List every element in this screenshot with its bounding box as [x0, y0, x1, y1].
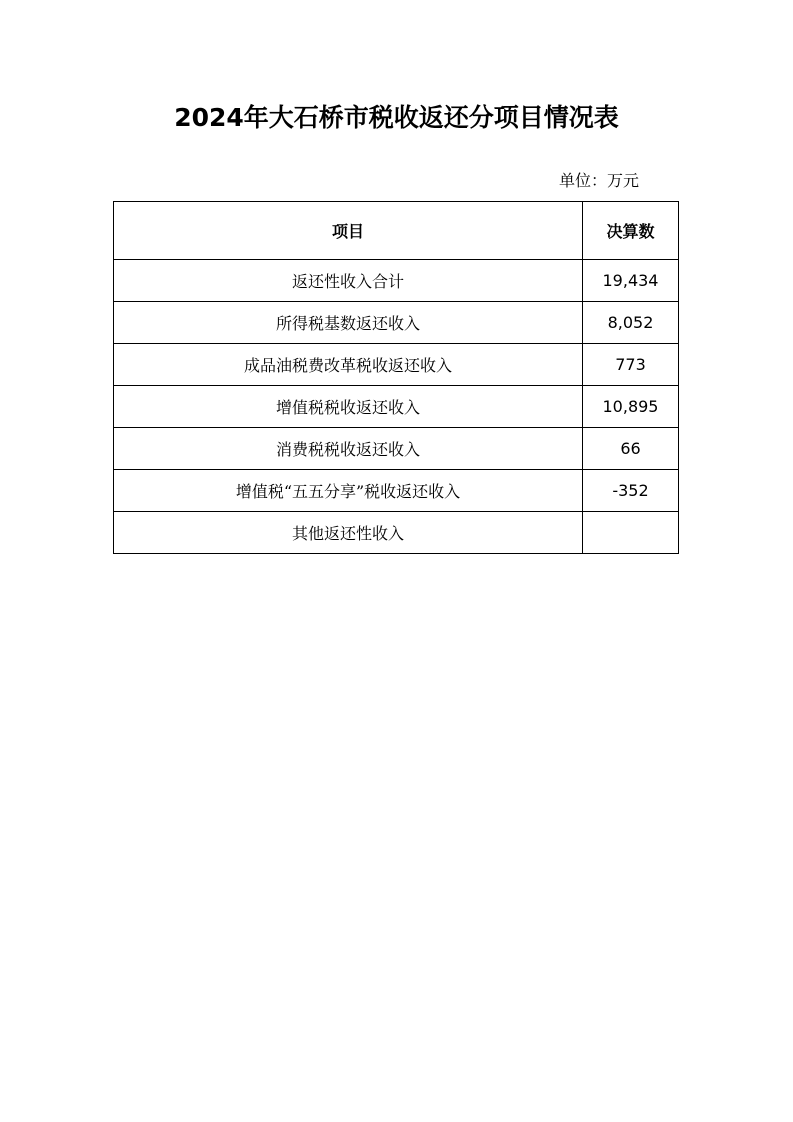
table-row	[114, 260, 679, 302]
row-item: 所得税基数返还收入	[114, 302, 583, 344]
table-row	[114, 470, 679, 512]
row-item: 返还性收入合计	[114, 260, 583, 302]
row-item: 成品油税费改革税收返还收入	[114, 344, 583, 386]
row-amount: 10,895	[583, 386, 679, 428]
row-amount: 19,434	[583, 260, 679, 302]
table-row	[114, 344, 679, 386]
table-row	[114, 512, 679, 554]
row-item: 消费税税收返还收入	[114, 428, 583, 470]
document-title: 2024年大石桥市税收返还分项目情况表	[174, 103, 619, 132]
table-header-row	[114, 202, 679, 260]
row-amount: -352	[583, 470, 679, 512]
table-row	[114, 386, 679, 428]
row-amount: 773	[583, 344, 679, 386]
row-item: 增值税“五五分享”税收返还收入	[114, 470, 583, 512]
row-item: 其他返还性收入	[114, 512, 583, 554]
column-header-item: 项目	[114, 202, 583, 260]
row-item: 增值税税收返还收入	[114, 386, 583, 428]
row-amount: 8,052	[583, 302, 679, 344]
row-amount	[583, 512, 679, 554]
table-row	[114, 302, 679, 344]
unit-label: 单位：万元	[558, 171, 639, 190]
column-header-amount: 决算数	[583, 202, 679, 260]
tax-return-table	[113, 201, 679, 554]
row-amount: 66	[583, 428, 679, 470]
table-row	[114, 428, 679, 470]
